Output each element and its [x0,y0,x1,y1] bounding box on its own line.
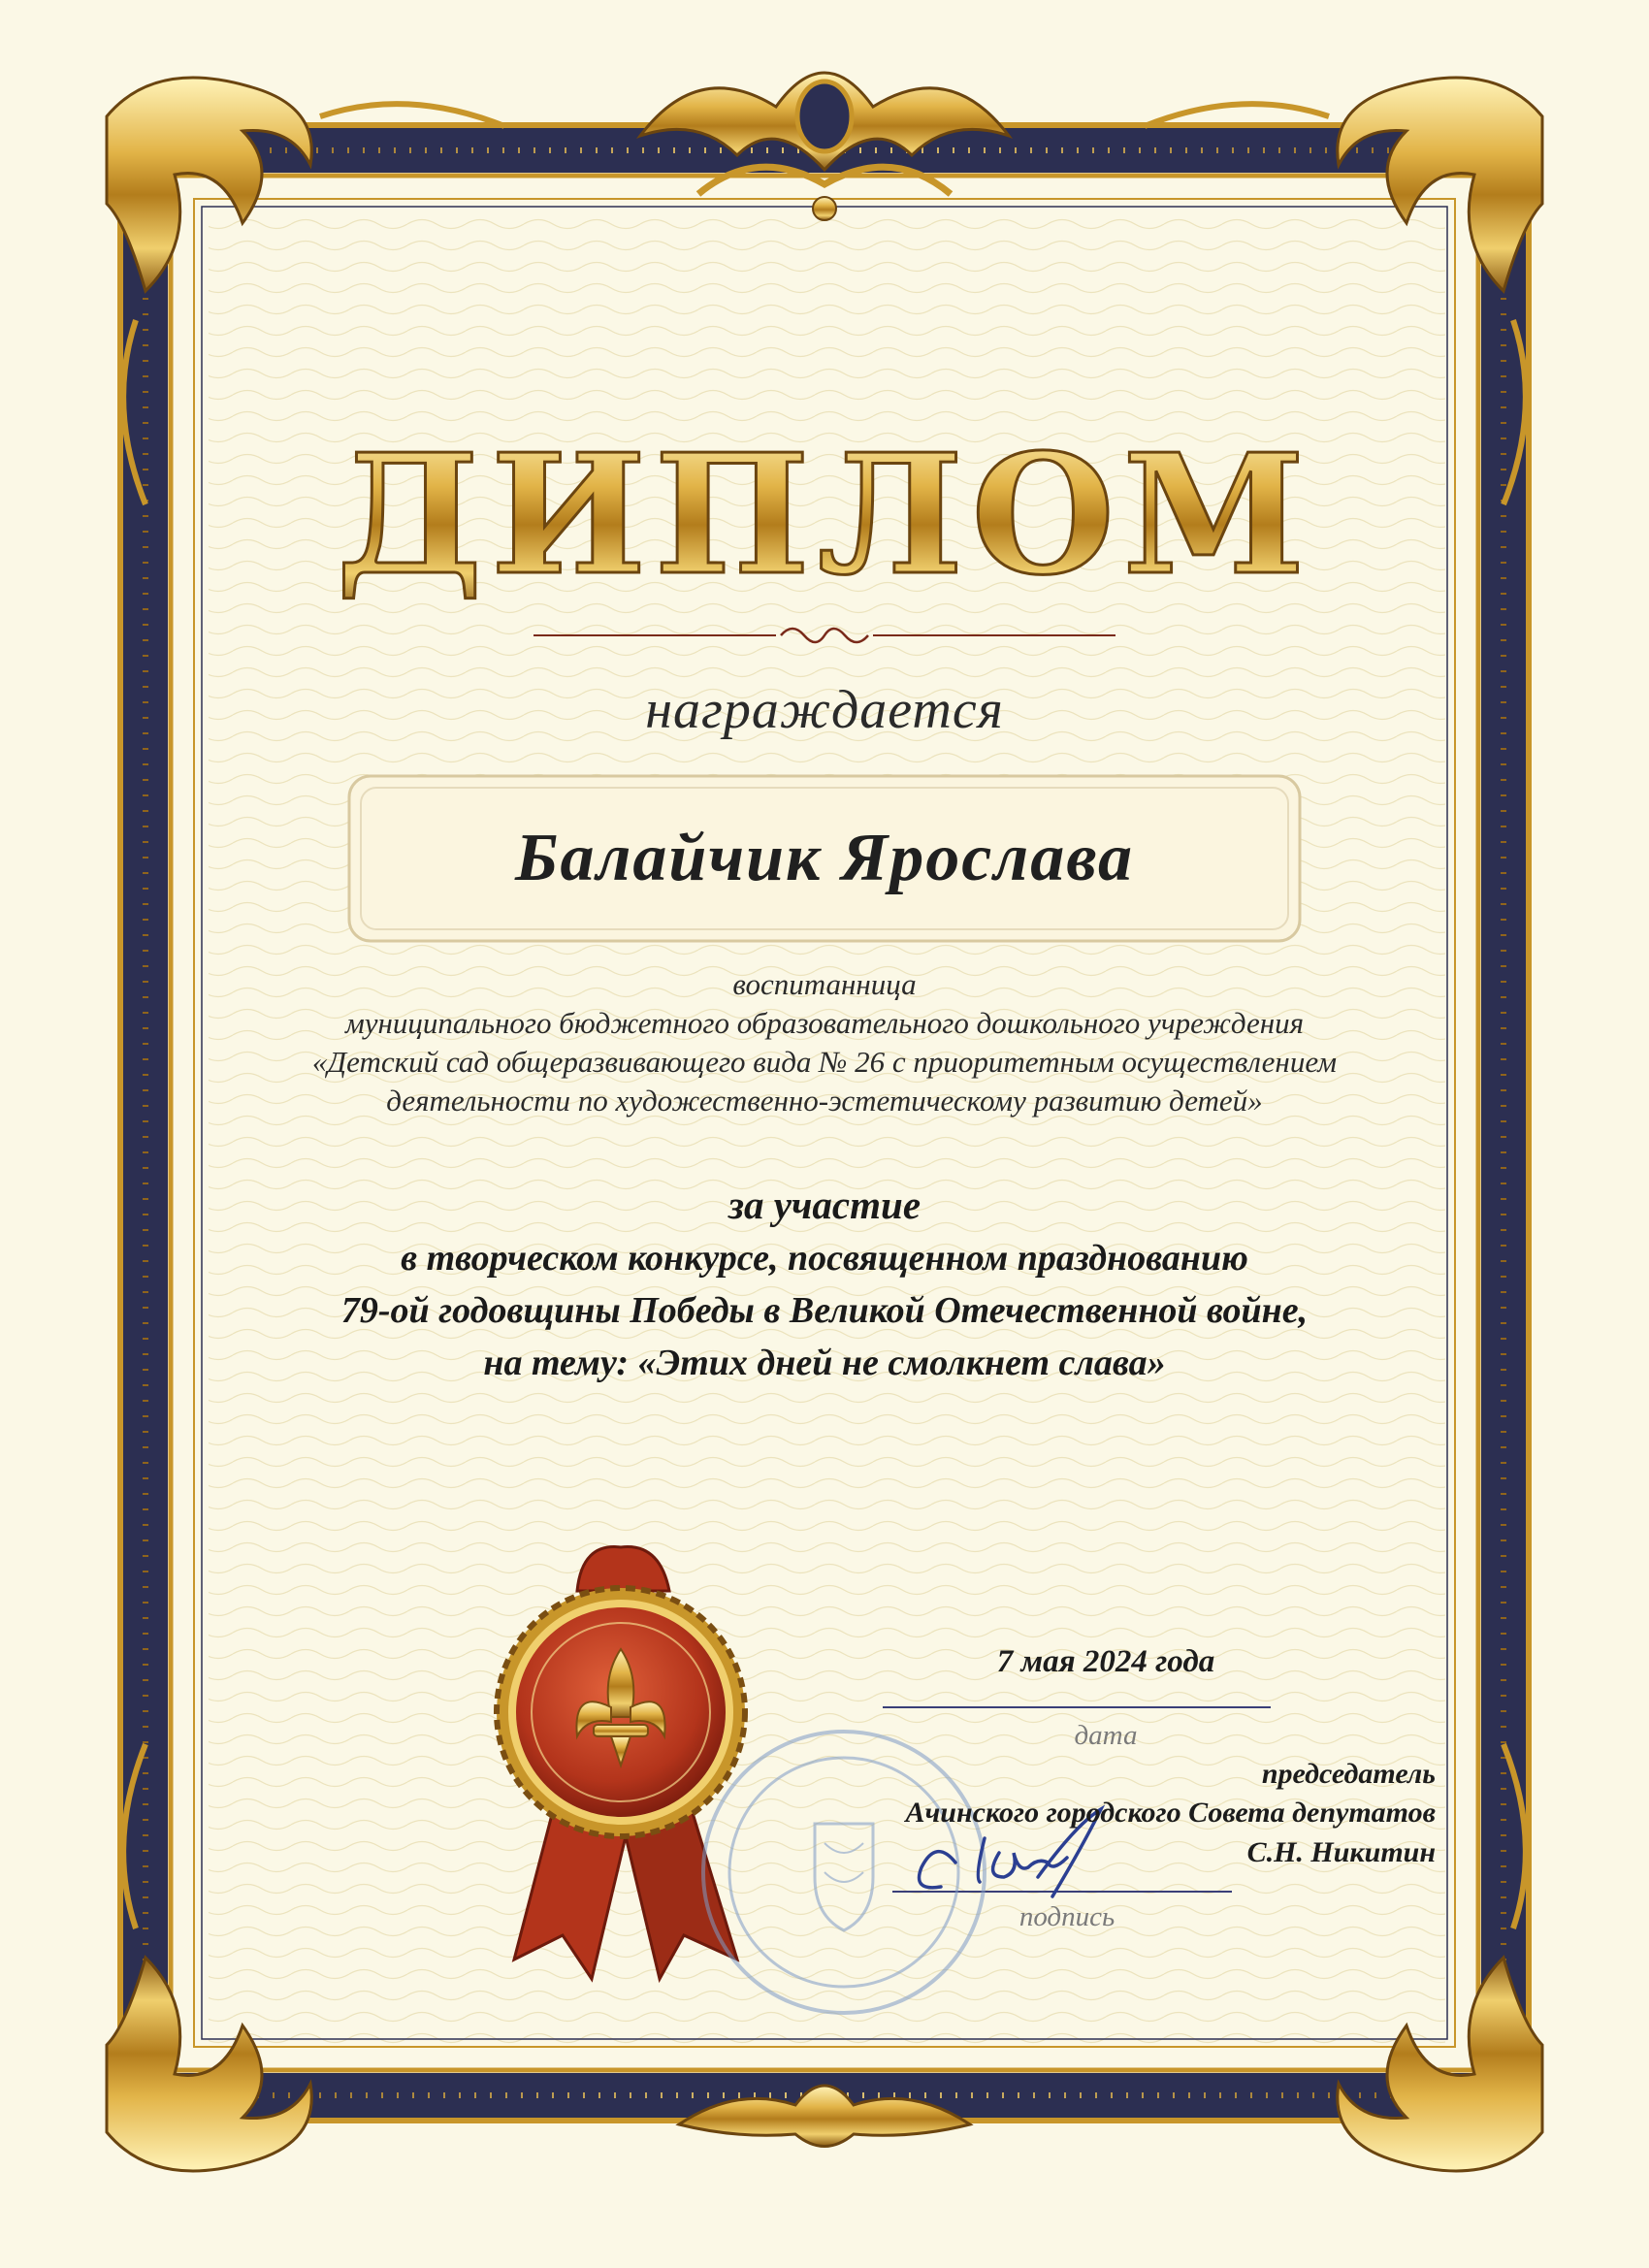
participation-line: 79-ой годовщины Победы в Великой Отечественной войне, [340,1290,1309,1331]
diploma-title: ДИПЛОМ [336,418,1313,612]
award-date: 7 мая 2024 года [996,1644,1215,1679]
pupil-line: воспитанница [732,967,917,1001]
pupil-line: муниципального бюджетного образовательного дошкольного учреждения [344,1006,1305,1040]
participation-line: на тему: «Этих дней не смолкнет слава» [483,1343,1166,1383]
pupil-line: «Детский сад общеразвивающего вида № 26 с приоритетным осуществлением [311,1045,1338,1079]
pupil-line: деятельности по художественно-эстетическому развитию детей» [386,1084,1263,1118]
date-caption: дата [1074,1720,1138,1751]
awarded-caption: награждается [645,680,1004,740]
participation-info [242,1232,1406,1389]
chair-organization: Ачинского городского Совета депутатов [905,1797,1436,1829]
signature-caption: подпись [1018,1901,1116,1932]
chair-title: председатель [1261,1758,1436,1790]
participation-line: в творческом конкурсе, посвященном празднованию [401,1238,1248,1279]
chair-name: С.Н. Никитин [1246,1836,1436,1868]
recipient-name: Балайчик Ярослава [515,821,1134,895]
pupil-info [242,965,1406,1120]
participation-heading: за участие [728,1183,922,1227]
